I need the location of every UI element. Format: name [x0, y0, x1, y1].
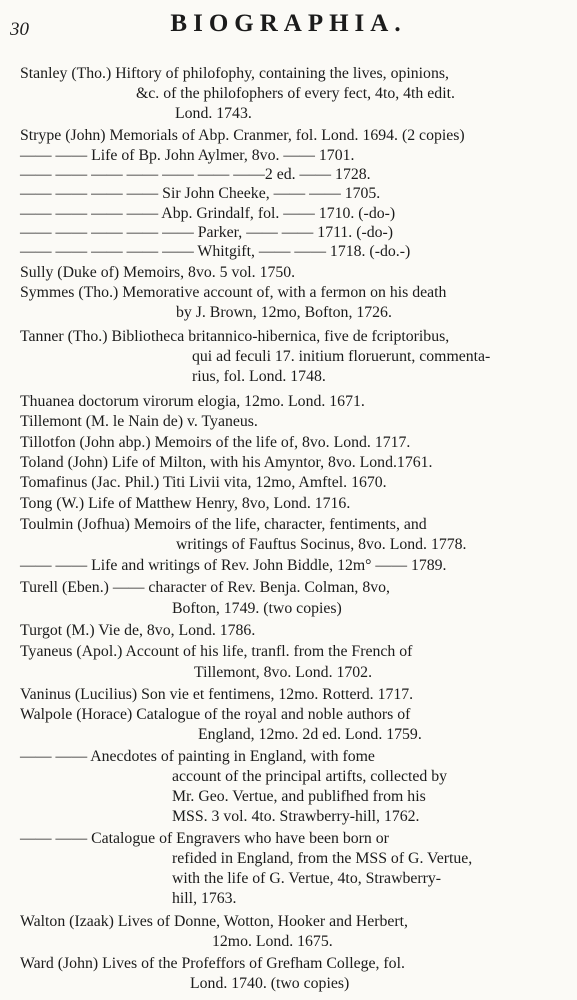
entry-line: Turell (Eben.) —— character of Rev. Benja. Colman, 8vo, — [20, 579, 390, 596]
entry-line: by J. Brown, 12mo, Bofton, 1726. — [176, 304, 392, 321]
entry-line: writings of Fauftus Socinus, 8vo. Lond. 1778. — [176, 536, 467, 553]
entry-line: Stanley (Tho.) Hiftory of philofophy, containing the lives, opinions, — [20, 65, 449, 82]
entry-line: —— —— —— —— Abp. Grindalf, fol. —— 1710. (-do-) — [20, 205, 396, 222]
entry-line: Tong (W.) Life of Matthew Henry, 8vo, Lond. 1716. — [20, 495, 351, 512]
entry-line: Symmes (Tho.) Memorative account of, with a fermon on his death — [20, 284, 447, 301]
entry-line: Strype (John) Memorials of Abp. Cranmer, fol. Lond. 1694. (2 copies) — [20, 127, 465, 144]
entry-line: Lond. 1740. (two copies) — [190, 975, 350, 992]
entry-line: Mr. Geo. Vertue, and publifhed from his — [172, 788, 426, 805]
entry-line: Tomafinus (Jac. Phil.) Titi Livii vita, 12mo, Amftel. 1670. — [20, 474, 387, 491]
entry-line: Thuanea doctorum virorum elogia, 12mo. Lond. 1671. — [20, 393, 365, 410]
entry-line: Walpole (Horace) Catalogue of the royal and noble authors of — [20, 706, 411, 723]
entry-line: Toulmin (Jofhua) Memoirs of the life, character, fentiments, and — [20, 516, 427, 533]
entry-line: —— —— Life of Bp. John Aylmer, 8vo. —— 1701. — [20, 147, 355, 164]
entry-line: —— —— —— —— —— Parker, —— —— 1711. (-do-) — [20, 224, 394, 241]
entry-line: —— —— —— —— —— Whitgift, —— —— 1718. (-do.-) — [20, 243, 411, 260]
entry-line: —— —— —— —— Sir John Cheeke, —— —— 1705. — [20, 185, 381, 202]
entry-line: —— —— Catalogue of Engravers who have been born or — [20, 830, 389, 847]
entry-line: Vaninus (Lucilius) Son vie et fentimens, 12mo. Rotterd. 1717. — [20, 686, 414, 703]
entry-line: Tillemont (M. le Nain de) v. Tyaneus. — [20, 413, 258, 430]
entry-line: Sully (Duke of) Memoirs, 8vo. 5 vol. 1750. — [20, 264, 296, 281]
entry-line: Tillemont, 8vo. Lond. 1702. — [194, 664, 373, 681]
entry-line: hill, 1763. — [172, 890, 237, 907]
entry-line: Bofton, 1749. (two copies) — [172, 600, 342, 617]
entry-line: Turgot (M.) Vie de, 8vo, Lond. 1786. — [20, 622, 256, 639]
entry-line: —— —— —— —— —— —— ——2 ed. —— 1728. — [20, 166, 371, 183]
page-title: BIOGRAPHIA. — [170, 10, 407, 37]
entry-line: Ward (John) Lives of the Profeffors of Grefham College, fol. — [20, 955, 405, 972]
entry-line: qui ad feculi 17. initium floruerunt, commenta- — [192, 348, 491, 365]
entry-line: MSS. 3 vol. 4to. Strawberry-hill, 1762. — [172, 808, 420, 825]
entry-line: Tyaneus (Apol.) Account of his life, tranfl. from the French of — [20, 643, 413, 660]
entry-line: Walton (Izaak) Lives of Donne, Wotton, Hooker and Herbert, — [20, 913, 409, 930]
entry-line: 12mo. Lond. 1675. — [212, 933, 333, 950]
entry-line: England, 12mo. 2d ed. Lond. 1759. — [198, 726, 422, 743]
entry-line: Tanner (Tho.) Bibliotheca britannico-hibernica, five de fcriptoribus, — [20, 328, 450, 345]
entry-line: —— —— Anecdotes of painting in England, with fome — [20, 748, 375, 765]
entry-line: &c. of the philofophers of every fect, 4to, 4th edit. — [136, 85, 455, 102]
entry-line: —— —— Life and writings of Rev. John Biddle, 12m° —— 1789. — [20, 557, 447, 574]
entry-line: account of the principal artifts, collected by — [172, 768, 448, 785]
entry-line: Toland (John) Life of Milton, with his Amyntor, 8vo. Lond.1761. — [20, 454, 433, 471]
entry-line: rius, fol. Lond. 1748. — [192, 368, 326, 385]
entry-line: refided in England, from the MSS of G. Vertue, — [172, 850, 473, 867]
page-number: 30 — [10, 19, 29, 40]
entry-line: Lond. 1743. — [175, 105, 252, 122]
entry-line: with the life of G. Vertue, 4to, Strawberry- — [172, 870, 442, 887]
entry-line: Tillotfon (John abp.) Memoirs of the life of, 8vo. Lond. 1717. — [20, 434, 411, 451]
